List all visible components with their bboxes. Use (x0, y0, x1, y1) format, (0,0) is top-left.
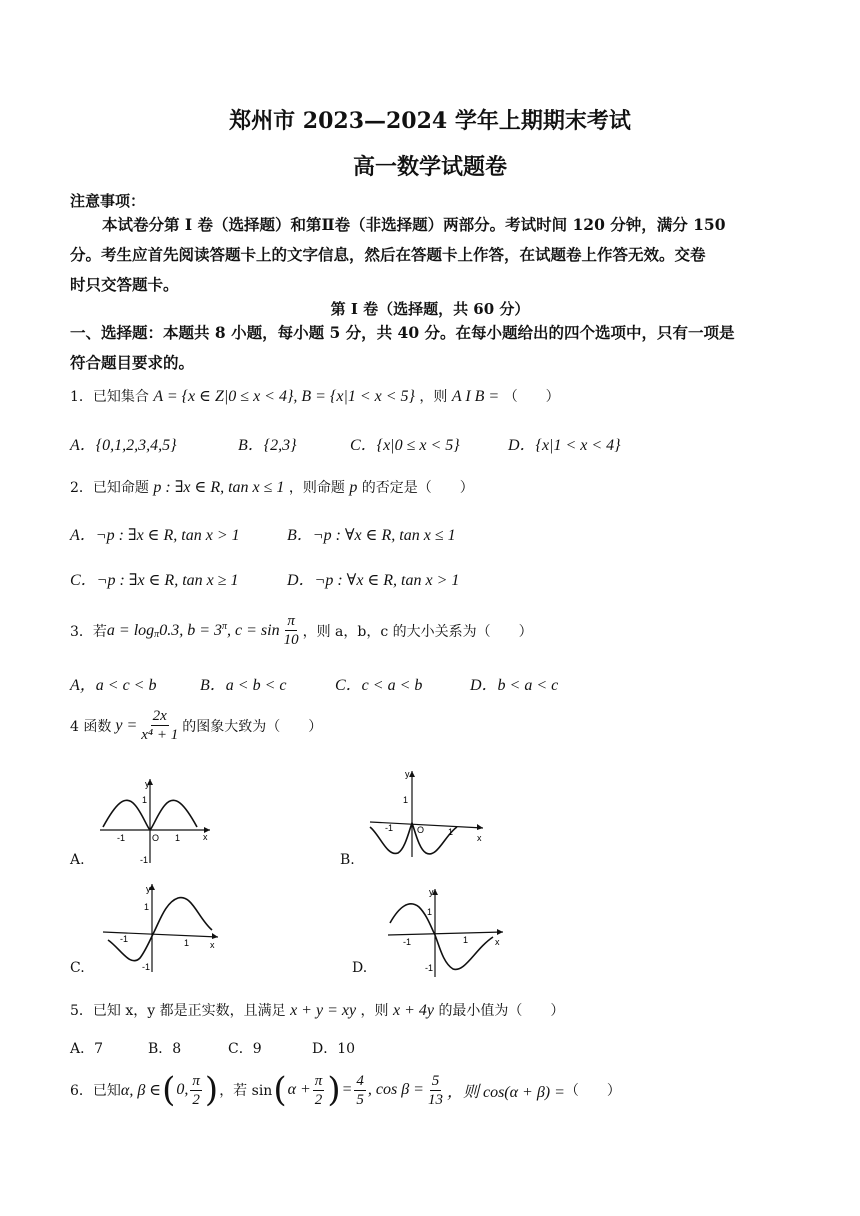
q6-paren2-close: ) (327, 1070, 341, 1110)
q4-suffix: 的图象大致为（ ） (182, 718, 323, 735)
q2-option-b[interactable]: B．¬p : ∀x ∈ R, tan x ≤ 1 (287, 527, 456, 544)
graph-c-one: 1 (144, 902, 150, 912)
q1-option-d[interactable]: D．{x|1 < x < 4} (508, 437, 621, 454)
graph-a-y-label: y (145, 779, 150, 789)
exam-title: 郑州市 2023—2024 学年上期期末考试 (229, 108, 631, 134)
q5-option-d[interactable]: D．10 (312, 1041, 356, 1057)
graph-c-x-label: x (210, 940, 215, 950)
q6-vars: α, β ∈ (120, 1082, 162, 1099)
q6-cos: , cos β = (367, 1081, 424, 1098)
q6-prefix: 6．已知 (70, 1083, 121, 1099)
q5-expr: x + 4y (392, 1002, 434, 1019)
q6-interval-left: 0, (176, 1081, 189, 1098)
q2-option-a[interactable]: A．¬p : ∃x ∈ R, tan x > 1 (70, 527, 240, 544)
graph-d-neg-one: -1 (425, 963, 434, 973)
section-intro (70, 318, 810, 378)
question-1 (70, 386, 560, 406)
q5-eq: x + y = xy (290, 1002, 357, 1019)
graph-d-x-label: x (495, 937, 500, 947)
q5-option-c[interactable]: C．9 (228, 1041, 262, 1057)
q3-expr-b: 0.3, b = 3 (159, 621, 222, 639)
graph-c-y-label: y (146, 884, 151, 894)
graph-c-neg-one: -1 (142, 962, 151, 972)
exam-subtitle: 高一数学试题卷 (352, 154, 507, 180)
q6-five-thirteenths: $\frac{5}{13}$ (427, 1072, 443, 1108)
section-intro-line-2: 符合题目要求的。 (70, 353, 195, 372)
section-intro-line-1: 一、选择题：本题共 8 小题，每小题 5 分，共 40 分。在每小题给出的四个选项中，只有一项是 (70, 323, 735, 342)
q6-tail: ，则 cos(α + β) = (446, 1083, 565, 1101)
graph-b-origin: O (417, 825, 425, 835)
q4-graph-a (95, 775, 215, 865)
graph-b-y-label: y (405, 769, 410, 779)
q2-p: p (349, 479, 358, 496)
graph-a-origin: O (152, 833, 160, 843)
q6-paren-open: ( (162, 1070, 176, 1110)
question-2 (70, 477, 474, 497)
section-title: 第 I 卷（选择题，共 60 分） (330, 300, 530, 318)
q1-prefix: 1．已知集合 (70, 389, 149, 405)
q5-mid: ，则 (360, 1003, 389, 1019)
q1-option-b[interactable]: B．{2,3} (238, 437, 297, 454)
graph-b-x-one: 1 (448, 827, 454, 837)
q3-frac-num: π (287, 613, 295, 629)
graph-c-x-neg-one: -1 (120, 934, 129, 944)
q6-pi-half: $\frac{\pi}{2}$ (192, 1072, 200, 1108)
q3-suffix: ，则 a，b，c 的大小关系为（ ） (302, 623, 533, 640)
q5-option-b[interactable]: B．8 (148, 1041, 182, 1057)
graph-d-x-one: 1 (463, 935, 469, 945)
q4-graph-d (385, 885, 510, 980)
q4-y: y = (115, 716, 138, 734)
q6-cond: ，若 sin (219, 1083, 273, 1099)
q4-option-b[interactable]: B. (340, 852, 355, 868)
graph-a-x-one: 1 (175, 833, 181, 843)
q3-fraction (282, 612, 301, 649)
graph-b-x-label: x (477, 833, 482, 843)
q3-option-c[interactable]: C．c < a < b (335, 677, 423, 694)
graph-d-x-neg-one: -1 (403, 937, 412, 947)
graph-a-x-neg-one: -1 (117, 833, 126, 843)
q3-option-d[interactable]: D．b < a < c (470, 677, 559, 694)
q1-blank: （ ） (503, 389, 560, 405)
q5-suffix: 的最小值为（ ） (438, 1003, 565, 1019)
question-5 (70, 1000, 564, 1020)
q4-option-a[interactable]: A. (70, 852, 85, 868)
q2-prefix: 2．已知命题 (70, 480, 149, 496)
notice-heading: 注意事项： (70, 192, 146, 210)
graph-a-neg-one: -1 (140, 855, 149, 865)
q3-option-b[interactable]: B．a < b < c (200, 677, 287, 694)
graph-c-x-one: 1 (184, 938, 190, 948)
q4-graph-c (100, 880, 225, 975)
q5-option-a[interactable]: A．7 (70, 1041, 104, 1057)
graph-d-y-label: y (429, 887, 434, 897)
q1-mid: ，则 (419, 389, 448, 405)
notice-line-3: 时只交答题卡。 (70, 275, 179, 294)
q4-frac-num: 2x (152, 708, 167, 724)
q4-frac-den: x⁴ + 1 (141, 727, 179, 743)
q4-option-d[interactable]: D. (352, 960, 368, 976)
q3-exponent: π (221, 621, 227, 632)
graph-b-x-neg-one: -1 (385, 823, 394, 833)
graph-a-x-label: x (203, 832, 208, 842)
q3-expr-c: , c = sin (227, 621, 280, 639)
notice-body (70, 210, 800, 300)
q6-arg: α + (287, 1081, 311, 1098)
q6-eq: = (341, 1081, 353, 1098)
q6-paren-close: ) (204, 1070, 219, 1110)
q2-suffix: 的否定是（ ） (361, 480, 474, 496)
q4-prefix: 4 函数 (70, 718, 112, 735)
q6-paren2-open: ( (273, 1070, 287, 1110)
q6-pi-half-2: $\frac{\pi}{2}$ (314, 1072, 323, 1108)
q1-expr: A I B = (451, 388, 500, 405)
question-6 (70, 1070, 621, 1110)
graph-b-one: 1 (403, 795, 409, 805)
q2-option-c[interactable]: C．¬p : ∃x ∈ R, tan x ≥ 1 (70, 572, 239, 589)
q1-sets: A = {x ∈ Z|0 ≤ x < 4}, B = {x|1 < x < 5} (153, 388, 415, 405)
graph-a-one: 1 (142, 795, 148, 805)
question-3 (70, 612, 533, 649)
q3-option-a[interactable]: A，a < c < b (70, 677, 157, 694)
q3-log-base: π (154, 629, 160, 640)
q4-graph-b (365, 765, 490, 860)
q3-expr-a: a = log (106, 621, 155, 639)
q1-option-a[interactable]: A．{0,1,2,3,4,5} (70, 437, 177, 454)
q5-text: 5．已知 x，y 都是正实数，且满足 (70, 1003, 286, 1019)
q4-fraction (139, 707, 180, 744)
graph-d-one: 1 (427, 907, 433, 917)
q6-blank: （ ） (564, 1083, 621, 1099)
question-4 (70, 707, 322, 744)
q3-frac-den: 10 (283, 632, 299, 648)
q3-prefix: 3．若 (70, 623, 107, 640)
notice-line-2: 分。考生应首先阅读答题卡上的文字信息，然后在答题卡上作答，在试题卷上作答无效。交卷 (70, 245, 706, 264)
q4-option-c[interactable]: C. (70, 960, 85, 976)
q2-prop: p : ∃x ∈ R, tan x ≤ 1 (153, 479, 285, 496)
q6-four-fifths: $\frac{4}{5}$ (356, 1072, 364, 1108)
q1-option-c[interactable]: C．{x|0 ≤ x < 5} (350, 437, 460, 454)
q2-option-d[interactable]: D．¬p : ∀x ∈ R, tan x > 1 (287, 572, 460, 589)
q2-mid: ，则命题 (288, 480, 345, 496)
notice-line-1: 本试卷分第 I 卷（选择题）和第Ⅱ卷（非选择题）两部分。考试时间 120 分钟，满分 150 (102, 215, 726, 234)
